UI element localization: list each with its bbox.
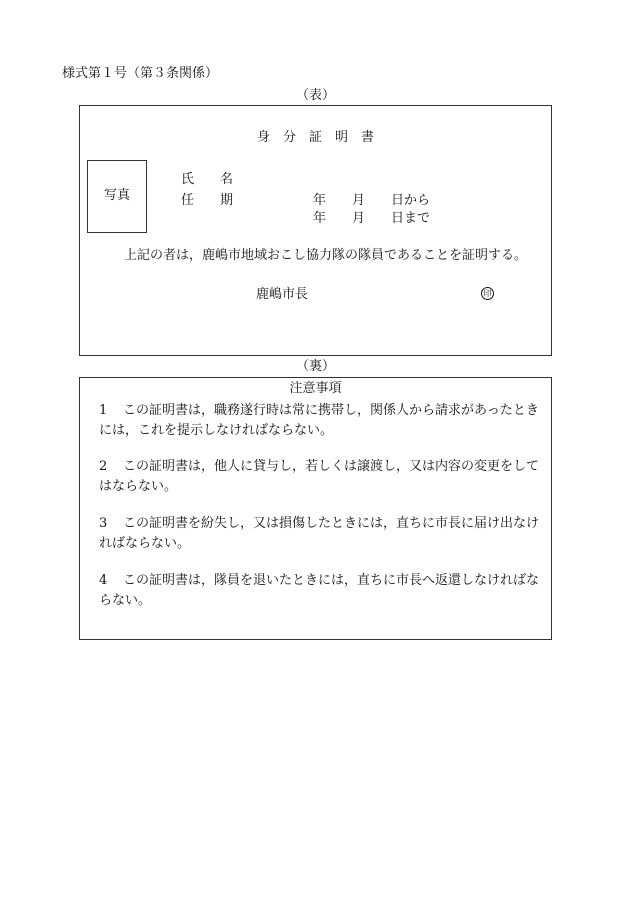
- note-number: 3: [99, 516, 108, 531]
- issuer-name: 鹿嶋市長: [256, 287, 309, 302]
- note-number: 1: [99, 403, 108, 418]
- term-end: 年 月 日まで: [313, 211, 431, 226]
- certificate-title: 身 分 証 明 書: [256, 130, 374, 145]
- note-text: この証明書は，他人に貸与し，若しくは譲渡し，又は内容の変更をしてはならない。: [99, 459, 540, 494]
- photo-label: 写真: [103, 188, 130, 203]
- note-number: 2: [99, 459, 108, 474]
- name-label: 氏 名: [181, 172, 234, 187]
- front-side-label: （表）: [295, 88, 335, 103]
- note-text: この証明書は，隊員を退いたときには，直ちに市長へ返還しなければならない。: [99, 573, 540, 608]
- term-label: 任 期: [181, 193, 234, 208]
- note-item: [99, 571, 547, 611]
- note-text: この証明書は，職務遂行時は常に携帯し，関係人から請求があったときには，これを提示しなければならない。: [99, 403, 539, 438]
- term-start: 年 月 日から: [313, 193, 431, 208]
- note-item: [99, 401, 547, 441]
- form-label: 様式第１号（第３条関係）: [62, 66, 219, 81]
- certification-statement: 上記の者は，鹿嶋市地域おこし協力隊の隊員であることを証明する。: [124, 248, 528, 263]
- notes-heading: 注意事項: [289, 381, 342, 396]
- note-item: [99, 457, 547, 497]
- note-text: この証明書を紛失し，又は損傷したときには，直ちに市長に届け出なければならない。: [99, 516, 540, 551]
- note-item: [99, 514, 547, 554]
- seal-mark: 印: [481, 287, 494, 300]
- back-side-label: （裏）: [295, 359, 335, 374]
- note-number: 4: [99, 573, 108, 588]
